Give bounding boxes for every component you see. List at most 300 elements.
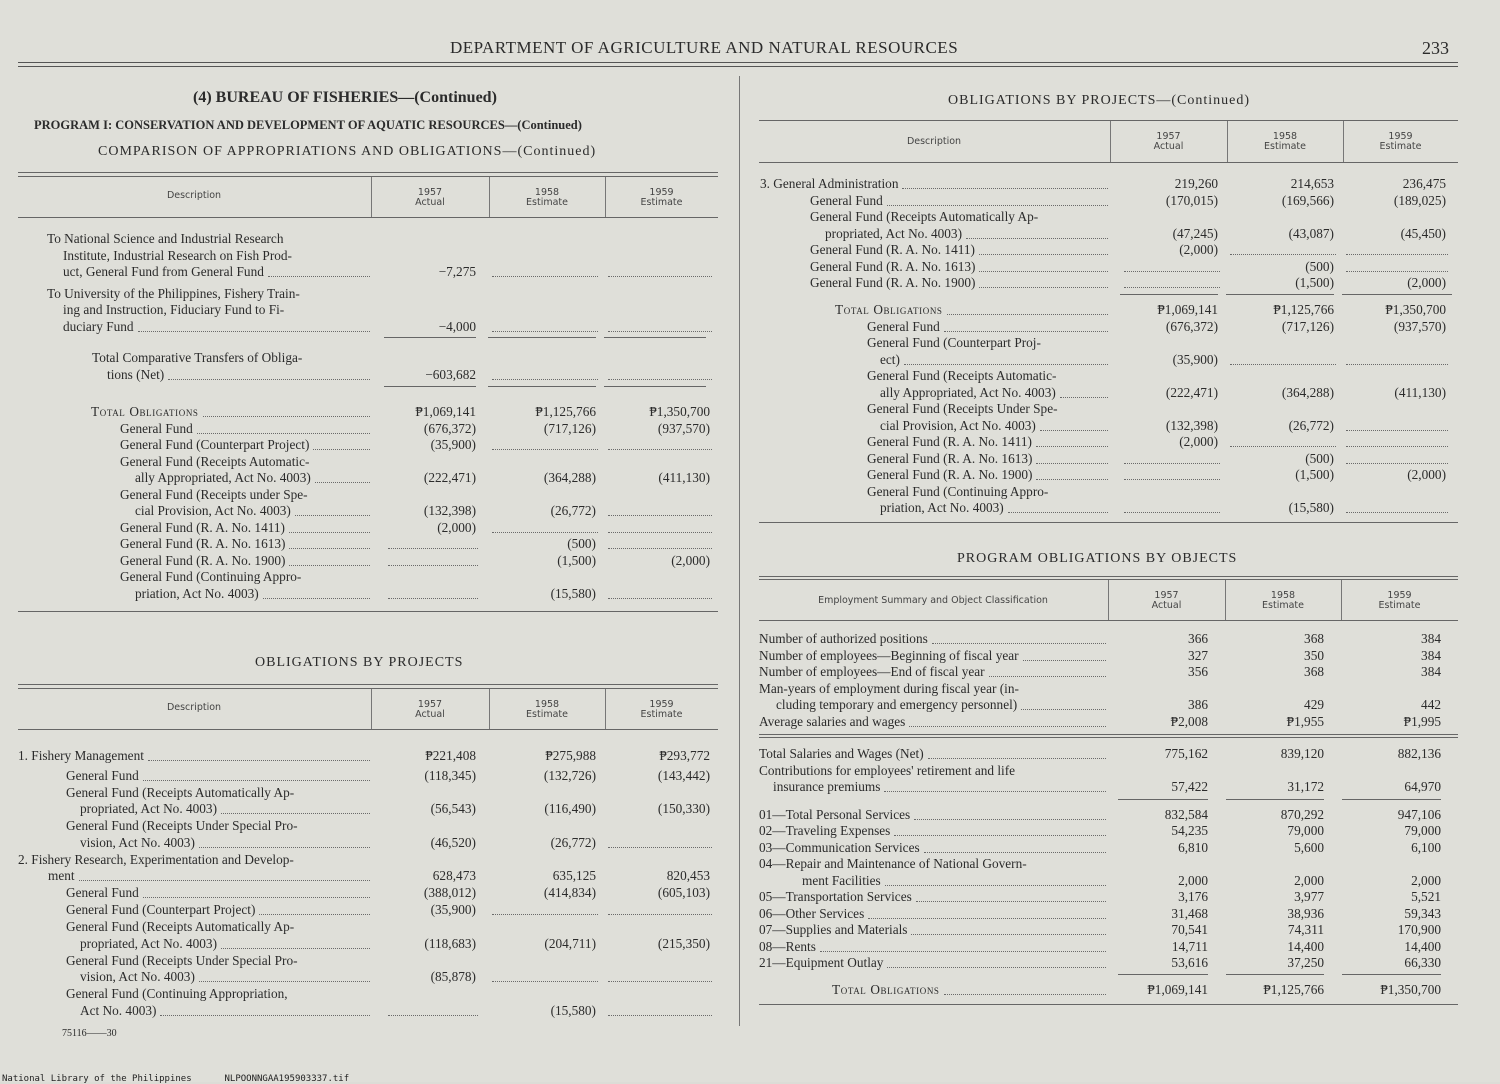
row-label: 21—Equipment Outlay xyxy=(759,955,884,970)
leader-dots xyxy=(1021,709,1106,710)
leader-dots xyxy=(887,205,1108,206)
leader-dots xyxy=(1036,479,1108,480)
value-58: 350 xyxy=(1304,647,1324,663)
row-label: General Fund (Counterpart Proj- xyxy=(867,335,1041,350)
value-59: 79,000 xyxy=(1404,823,1441,838)
row-label: 06—Other Services xyxy=(759,905,865,921)
leader-dots xyxy=(492,331,598,332)
leader-dots xyxy=(911,934,1106,935)
scan-filename: NLPOONNGAA195903337.tif xyxy=(224,1074,350,1084)
leader-dots xyxy=(868,918,1106,919)
row-label: cluding temporary and emergency personnel) xyxy=(776,697,1018,712)
row-label: General Fund (Receipts Under Spe- xyxy=(867,401,1058,416)
col-1958: 1958 Estimate xyxy=(1264,131,1306,152)
leader-dots xyxy=(388,1015,478,1016)
value-57: −4,000 xyxy=(438,318,476,334)
row-label: General Fund (Continuing Appro- xyxy=(867,483,1049,499)
value-58: 214,653 xyxy=(1290,176,1334,191)
leader-dots xyxy=(1124,512,1220,513)
leader-dots xyxy=(492,276,598,277)
value-58: (364,288) xyxy=(1281,384,1334,400)
program-title: PROGRAM I: CONSERVATION AND DEVELOPMENT OF AQUATIC RESOURCES—(Continued) xyxy=(34,118,582,132)
leader-dots xyxy=(1124,479,1220,480)
leader-dots xyxy=(608,331,712,332)
row-label: 01—Total Personal Services xyxy=(759,806,911,822)
row-label: 07—Supplies and Materials xyxy=(759,922,908,937)
row-label: Institute, Industrial Research on Fish Prod- xyxy=(63,247,292,263)
value-57: ₱221,408 xyxy=(425,748,476,763)
leader-dots xyxy=(203,416,370,417)
value-59: 59,343 xyxy=(1404,905,1441,921)
value-59: (2,000) xyxy=(1407,275,1446,290)
leader-dots xyxy=(1124,271,1220,272)
row-label: General Fund (Receipts Automatic- xyxy=(867,368,1057,383)
leader-dots xyxy=(608,1015,712,1016)
value-57: (676,372) xyxy=(1165,318,1218,334)
value-57: (170,015) xyxy=(1165,192,1218,208)
projects-table-header xyxy=(18,688,718,730)
col-1958: 1958 Estimate xyxy=(526,187,568,208)
value-58: (500) xyxy=(567,536,596,551)
value-59: ₱1,995 xyxy=(1403,713,1441,729)
leader-dots xyxy=(884,791,1106,792)
value-59: (937,570) xyxy=(657,420,710,436)
leader-dots xyxy=(1124,287,1220,288)
value-59: (411,130) xyxy=(1394,384,1446,400)
table-rule xyxy=(18,684,718,685)
row-label: Number of authorized positions xyxy=(759,631,928,646)
value-57: (222,471) xyxy=(1165,384,1218,400)
row-label: General Fund (R. A. No. 1613) xyxy=(120,536,286,551)
value-59: 170,900 xyxy=(1397,922,1441,937)
table-rule xyxy=(18,172,718,173)
value-57: (35,900) xyxy=(430,437,476,452)
leader-dots xyxy=(885,885,1106,886)
value-57: 70,541 xyxy=(1171,922,1208,937)
value-59: 64,970 xyxy=(1404,779,1441,794)
table-bottom-rule xyxy=(759,1004,1458,1005)
objects-table-header xyxy=(759,579,1458,621)
row-label: General Fund (R. A. No. 1411) xyxy=(810,242,975,257)
leader-dots xyxy=(979,254,1108,255)
row-label: General Fund (Receipts Automatically Ap- xyxy=(810,209,1039,224)
leader-dots xyxy=(1346,254,1448,255)
leader-dots xyxy=(924,852,1106,853)
value-58: (717,126) xyxy=(1281,318,1334,334)
row-label: 3. General Administration xyxy=(760,176,899,191)
leader-dots xyxy=(492,981,598,982)
value-59: (2,000) xyxy=(671,552,710,568)
col-employment-summary: Employment Summary and Object Classification xyxy=(818,595,1048,606)
value-57: 2,000 xyxy=(1178,872,1208,888)
leader-dots xyxy=(289,565,370,566)
col-1958: 1958 Estimate xyxy=(526,699,568,720)
row-label: General Fund (R. A. No. 1900) xyxy=(120,552,286,568)
value-59: 6,100 xyxy=(1411,839,1441,855)
department-title: DEPARTMENT OF AGRICULTURE AND NATURAL RESOURCES xyxy=(450,38,959,57)
leader-dots xyxy=(887,967,1106,968)
leader-dots xyxy=(492,914,598,915)
value-57: (85,878) xyxy=(430,969,476,984)
value-57: 628,473 xyxy=(432,868,476,883)
row-label: General Fund (Continuing Appro- xyxy=(120,569,302,584)
row-label: propriated, Act No. 4003) xyxy=(80,801,218,816)
value-57: 57,422 xyxy=(1171,779,1208,794)
leader-dots xyxy=(79,880,370,881)
value-58: ₱1,125,766 xyxy=(1263,981,1324,997)
row-label: propriated, Act No. 4003) xyxy=(825,225,963,241)
row-label: General Fund (Receipts Automatically Ap- xyxy=(66,784,295,800)
value-57: 219,260 xyxy=(1174,176,1218,191)
program-obligations-by-objects-title: PROGRAM OBLIGATIONS BY OBJECTS xyxy=(957,551,1238,566)
value-58: 870,292 xyxy=(1280,806,1324,822)
leader-dots xyxy=(492,379,598,380)
leader-dots xyxy=(1036,446,1108,447)
value-57: 832,584 xyxy=(1164,806,1208,822)
comparison-table-header xyxy=(18,176,718,218)
leader-dots xyxy=(1346,463,1448,464)
value-57: 54,235 xyxy=(1171,823,1208,838)
value-57: 14,711 xyxy=(1171,938,1208,954)
leader-dots xyxy=(138,331,370,332)
leader-dots xyxy=(221,813,370,814)
subtotal-rule xyxy=(604,386,706,387)
print-code: 75116——30 xyxy=(62,1028,117,1039)
subtotal-rule xyxy=(604,337,706,338)
leader-dots xyxy=(909,726,1106,727)
col-1957: 1957 Actual xyxy=(415,187,445,208)
column-divider xyxy=(739,76,740,1026)
value-57: (118,683) xyxy=(424,935,476,951)
leader-dots xyxy=(313,449,370,450)
row-label: General Fund (Receipts Automatically Ap- xyxy=(66,919,295,934)
value-58: (204,711) xyxy=(544,935,596,951)
value-58: (26,772) xyxy=(550,834,596,850)
value-57: (2,000) xyxy=(1179,242,1218,257)
row-label: cial Provision, Act No. 4003) xyxy=(135,503,291,518)
col-1957: 1957 Actual xyxy=(1153,131,1184,152)
row-label: ect) xyxy=(880,351,900,367)
value-58: 368 xyxy=(1304,631,1324,646)
value-57: 356 xyxy=(1188,664,1208,679)
value-57: 53,616 xyxy=(1171,955,1208,970)
subtotal-rule xyxy=(384,337,476,338)
value-58: 839,120 xyxy=(1280,746,1324,761)
leader-dots xyxy=(1346,430,1448,431)
table-bottom-rule xyxy=(759,522,1458,523)
leader-dots xyxy=(148,760,370,761)
scan-footer xyxy=(2,1074,349,1084)
subtotal-rule xyxy=(1118,799,1208,800)
value-57: 386 xyxy=(1188,697,1208,712)
row-label: duciary Fund xyxy=(63,318,134,334)
leader-dots xyxy=(916,901,1106,902)
leader-dots xyxy=(199,847,370,848)
header-rule-2 xyxy=(18,66,1458,67)
row-label: General Fund (R. A. No. 1411) xyxy=(867,434,1032,449)
row-label: General Fund (R. A. No. 1411) xyxy=(120,519,285,535)
library-credit: National Library of the Philippines xyxy=(2,1074,192,1084)
value-57: (118,345) xyxy=(424,767,476,783)
row-label: 1. Fishery Management xyxy=(18,748,144,763)
row-label: Act No. 4003) xyxy=(80,1002,157,1018)
value-59: 2,000 xyxy=(1411,872,1441,888)
value-59: 384 xyxy=(1421,647,1441,663)
value-58: 38,936 xyxy=(1287,905,1324,921)
leader-dots xyxy=(1230,446,1336,447)
subtotal-rule xyxy=(1342,799,1441,800)
row-label: General Fund xyxy=(66,767,139,783)
value-59: 384 xyxy=(1421,664,1441,679)
leader-dots xyxy=(608,515,712,516)
value-58: (15,580) xyxy=(550,585,596,601)
leader-dots xyxy=(315,482,370,483)
value-57: (676,372) xyxy=(423,420,476,436)
col-1959: 1959 Estimate xyxy=(640,699,683,720)
row-label: General Fund (R. A. No. 1900) xyxy=(867,467,1033,482)
value-57: (2,000) xyxy=(1179,434,1218,449)
leader-dots xyxy=(492,532,598,533)
row-label: General Fund (R. A. No. 1613) xyxy=(867,450,1033,466)
row-label: To University of the Philippines, Fishery Train- xyxy=(47,285,300,301)
value-57: (35,900) xyxy=(1172,351,1218,367)
row-label: Total Obligations xyxy=(835,302,943,317)
row-label: Number of employees—Beginning of fiscal year xyxy=(759,647,1019,663)
value-59: (937,570) xyxy=(1393,318,1446,334)
subtotal-rule xyxy=(488,337,596,338)
leader-dots xyxy=(143,897,370,898)
row-label: General Fund xyxy=(120,420,193,436)
row-label: cial Provision, Act No. 4003) xyxy=(880,417,1036,433)
page-header xyxy=(0,38,1500,62)
value-58: (1,500) xyxy=(557,552,596,568)
value-57: (56,543) xyxy=(430,801,476,816)
comparison-title: COMPARISON OF APPROPRIATIONS AND OBLIGATIONS—(Continued) xyxy=(98,144,597,159)
leader-dots xyxy=(947,314,1108,315)
row-label: vision, Act No. 4003) xyxy=(80,969,195,984)
leader-dots xyxy=(608,379,712,380)
row-label: General Fund xyxy=(66,885,139,900)
leader-dots xyxy=(289,548,370,549)
projects-cont-table-header xyxy=(759,120,1458,163)
value-57: (47,245) xyxy=(1172,225,1218,241)
value-57: (222,471) xyxy=(423,470,476,485)
row-label: To National Science and Industrial Research xyxy=(47,231,284,246)
value-59: (189,025) xyxy=(1393,192,1446,208)
leader-dots xyxy=(1008,512,1108,513)
subtotal-rule xyxy=(384,386,476,387)
leader-dots xyxy=(197,433,370,434)
value-57: (132,398) xyxy=(1165,417,1218,433)
row-label: Man-years of employment during fiscal year (in- xyxy=(759,680,1019,696)
value-59: (2,000) xyxy=(1407,467,1446,482)
row-label: General Fund (Receipts Automatic- xyxy=(120,453,310,469)
value-57: (388,012) xyxy=(423,885,476,900)
value-58: (717,126) xyxy=(543,420,596,436)
value-58: (364,288) xyxy=(543,470,596,485)
value-58: (116,490) xyxy=(544,801,596,816)
row-label: 05—Transportation Services xyxy=(759,889,912,904)
leader-dots xyxy=(608,276,712,277)
value-58: (26,772) xyxy=(1288,417,1334,433)
leader-dots xyxy=(944,331,1108,332)
row-label: Total Comparative Transfers of Obliga- xyxy=(92,350,303,365)
subtotal-rule xyxy=(1226,974,1324,975)
row-label: Total Salaries and Wages (Net) xyxy=(759,746,924,761)
col-1958: 1958 Estimate xyxy=(1262,590,1304,611)
leader-dots xyxy=(168,379,370,380)
leader-dots xyxy=(608,981,712,982)
leader-dots xyxy=(1346,364,1448,365)
value-57: 3,176 xyxy=(1178,889,1208,904)
col-1959: 1959 Estimate xyxy=(1378,590,1421,611)
value-59: 236,475 xyxy=(1402,176,1446,191)
leader-dots xyxy=(221,948,370,949)
row-label: General Fund (Counterpart Project) xyxy=(66,902,256,917)
subtotal-rule xyxy=(1118,974,1208,975)
value-58: ₱1,955 xyxy=(1286,713,1324,729)
page-number: 233 xyxy=(1422,38,1449,58)
value-58: ₱1,125,766 xyxy=(535,404,596,419)
value-58: ₱1,125,766 xyxy=(1273,302,1334,317)
row-label: Total Obligations xyxy=(91,404,199,419)
value-59: 384 xyxy=(1421,631,1441,646)
obligations-by-projects-title: OBLIGATIONS BY PROJECTS xyxy=(255,655,464,670)
leader-dots xyxy=(1036,463,1108,464)
value-58: 429 xyxy=(1304,697,1324,712)
row-label: General Fund (R. A. No. 1613) xyxy=(810,258,976,274)
leader-dots xyxy=(1230,364,1336,365)
row-label: General Fund (Receipts Under Special Pro- xyxy=(66,818,298,833)
leader-dots xyxy=(1346,512,1448,513)
row-label: insurance premiums xyxy=(773,779,881,794)
row-label: ally Appropriated, Act No. 4003) xyxy=(880,384,1056,400)
leader-dots xyxy=(388,548,478,549)
leader-dots xyxy=(268,276,370,277)
col-1957: 1957 Actual xyxy=(1151,590,1182,611)
value-57: (2,000) xyxy=(437,519,476,535)
value-58: (15,580) xyxy=(1288,500,1334,515)
value-58: (414,834) xyxy=(543,885,596,900)
value-58: 79,000 xyxy=(1287,823,1324,838)
value-59: ₱1,350,700 xyxy=(649,404,710,419)
leader-dots xyxy=(608,914,712,915)
value-58: (1,500) xyxy=(1295,467,1334,482)
leader-dots xyxy=(608,598,712,599)
obligations-by-projects-cont-title: OBLIGATIONS BY PROJECTS—(Continued) xyxy=(948,93,1251,108)
leader-dots xyxy=(1230,254,1336,255)
table-bottom-rule xyxy=(18,611,718,612)
value-58: 3,977 xyxy=(1294,889,1324,904)
subtotal-rule xyxy=(1342,294,1452,295)
leader-dots xyxy=(914,819,1106,820)
row-label: priation, Act No. 4003) xyxy=(880,500,1004,515)
leader-dots xyxy=(894,835,1106,836)
value-58: (15,580) xyxy=(550,1002,596,1018)
row-label: General Fund (R. A. No. 1900) xyxy=(810,275,976,290)
table-rule xyxy=(759,576,1458,577)
value-59: (150,330) xyxy=(657,801,710,816)
value-58: (169,566) xyxy=(1281,192,1334,208)
leader-dots xyxy=(979,271,1108,272)
subtotal-rule xyxy=(1342,974,1441,975)
value-57: 327 xyxy=(1188,647,1208,663)
section-rule xyxy=(759,734,1458,735)
value-58: 368 xyxy=(1304,664,1324,679)
row-label: 03—Communication Services xyxy=(759,839,920,855)
value-58: 14,400 xyxy=(1287,938,1324,954)
row-label: General Fund (Counterpart Project) xyxy=(120,437,310,452)
row-label: ally Appropriated, Act No. 4003) xyxy=(135,470,311,485)
subtotal-rule xyxy=(1226,294,1334,295)
row-label: priation, Act No. 4003) xyxy=(135,585,259,601)
value-57: ₱2,008 xyxy=(1170,713,1208,729)
leader-dots xyxy=(263,598,370,599)
leader-dots xyxy=(1346,446,1448,447)
row-label: ment xyxy=(48,868,75,883)
leader-dots xyxy=(388,598,478,599)
leader-dots xyxy=(1346,271,1448,272)
value-58: ₱275,988 xyxy=(545,748,596,763)
value-57: 6,810 xyxy=(1178,839,1208,855)
row-label: 02—Traveling Expenses xyxy=(759,823,891,838)
value-59: (215,350) xyxy=(657,935,710,951)
leader-dots xyxy=(932,643,1106,644)
row-label: ment Facilities xyxy=(802,872,881,888)
value-58: 635,125 xyxy=(552,868,596,883)
row-label: propriated, Act No. 4003) xyxy=(80,935,218,951)
leader-dots xyxy=(928,758,1106,759)
value-58: 2,000 xyxy=(1294,872,1324,888)
header-rule xyxy=(18,62,1458,63)
row-label: 08—Rents xyxy=(759,938,816,954)
col-description: Description xyxy=(166,702,222,713)
leader-dots xyxy=(492,449,598,450)
row-label: General Fund xyxy=(810,192,883,208)
row-label: vision, Act No. 4003) xyxy=(80,834,195,850)
value-58: 5,600 xyxy=(1294,839,1324,855)
value-57: 31,468 xyxy=(1171,905,1208,921)
leader-dots xyxy=(1124,463,1220,464)
row-label: General Fund xyxy=(867,318,940,334)
leader-dots xyxy=(944,994,1106,995)
value-57: (35,900) xyxy=(430,902,476,917)
value-59: (605,103) xyxy=(657,885,710,900)
value-58: 37,250 xyxy=(1287,955,1324,970)
leader-dots xyxy=(1060,397,1108,398)
value-58: (26,772) xyxy=(550,503,596,518)
row-label: tions (Net) xyxy=(107,367,165,382)
col-description: Description xyxy=(166,190,222,201)
leader-dots xyxy=(608,548,712,549)
col-description: Description xyxy=(906,136,962,147)
row-label: uct, General Fund from General Fund xyxy=(63,264,264,279)
row-label: 04—Repair and Maintenance of National Govern- xyxy=(759,856,1027,871)
value-59: 14,400 xyxy=(1404,938,1441,954)
value-57: −7,275 xyxy=(438,264,476,279)
leader-dots xyxy=(608,449,712,450)
value-57: (132,398) xyxy=(423,503,476,518)
row-label: Number of employees—End of fiscal year xyxy=(759,664,985,679)
leader-dots xyxy=(979,287,1108,288)
subtotal-rule xyxy=(488,386,596,387)
leader-dots xyxy=(904,364,1108,365)
value-58: (500) xyxy=(1305,450,1334,466)
row-label: ing and Instruction, Fiduciary Fund to Fi- xyxy=(63,302,285,317)
value-58: (132,726) xyxy=(543,767,596,783)
leader-dots xyxy=(160,1015,370,1016)
value-58: (43,087) xyxy=(1288,225,1334,241)
